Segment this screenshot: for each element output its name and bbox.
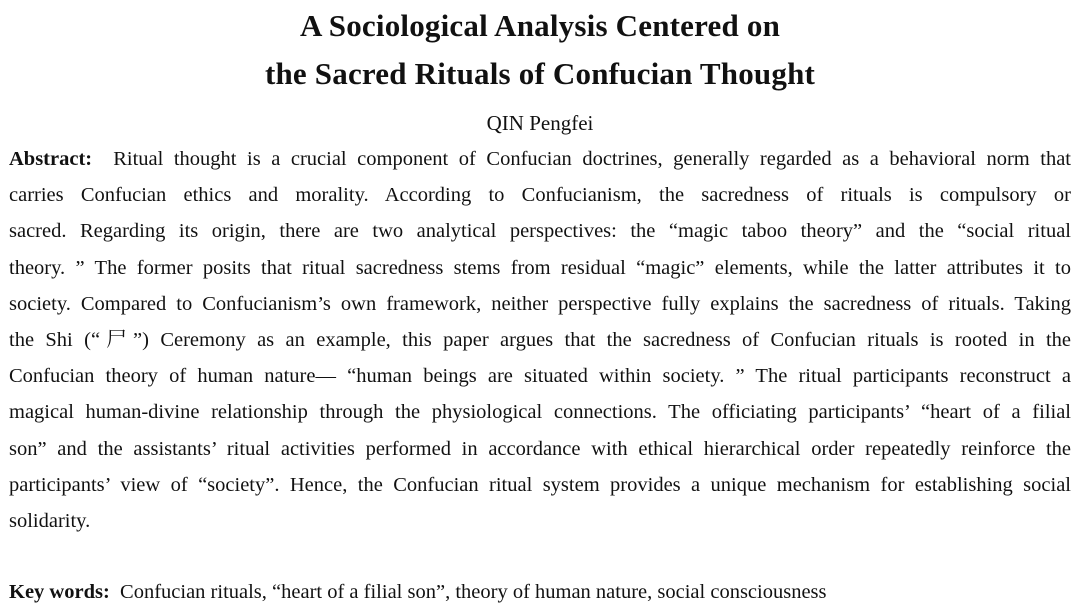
- abstract-line: [9, 141, 1071, 177]
- paper-title-line-2: the Sacred Rituals of Confucian Thought: [264, 56, 816, 91]
- abstract-line: son” and the assistants’ ritual activities performed in accordance with ethical hierarchical order repeatedly reinforce the: [9, 437, 1071, 460]
- author-name: QIN Pengfei: [486, 111, 594, 135]
- abstract-line: sacred. Regarding its origin, there are two analytical perspectives: the “magic taboo theory” and the “social ritual: [9, 220, 1071, 243]
- keywords-line: [9, 575, 1071, 609]
- paper-title-line-1: A Sociological Analysis Centered on: [299, 8, 781, 43]
- abstract-line: solidarity.: [9, 510, 91, 533]
- abstract-text: Ritual thought is a crucial component of Confucian doctrines, generally regarded as a behavioral norm that: [113, 148, 1072, 170]
- abstract-line: carries Confucian ethics and morality. According to Confucianism, the sacredness of rituals is compulsory or: [9, 184, 1071, 207]
- abstract-line: the Shi (“尸”) Ceremony as an example, this paper argues that the sacredness of Confucian rituals is rooted in the: [9, 329, 1071, 352]
- abstract-label: Abstract:: [9, 148, 93, 170]
- abstract-line: society. Compared to Confucianism’s own framework, neither perspective fully explains the sacredness of rituals. Taking: [9, 292, 1071, 315]
- abstract-line: participants’ view of “society”. Hence, the Confucian ritual system provides a unique mechanism for establishing social: [9, 473, 1071, 496]
- abstract-line: theory. ” The former posits that ritual sacredness stems from residual “magic” elements, while the latter attributes it to: [9, 256, 1071, 279]
- abstract-paragraph: [9, 141, 1071, 539]
- abstract-line: magical human-divine relationship through the physiological connections. The officiating participants’ “heart of a filial: [9, 401, 1071, 424]
- abstract-line: Confucian theory of human nature— “human beings are situated within society. ” The ritual participants reconstruct a: [9, 365, 1071, 388]
- keywords-text: Confucian rituals, “heart of a filial son”, theory of human nature, social consciousness: [120, 581, 827, 603]
- keywords-label: Key words:: [9, 581, 110, 603]
